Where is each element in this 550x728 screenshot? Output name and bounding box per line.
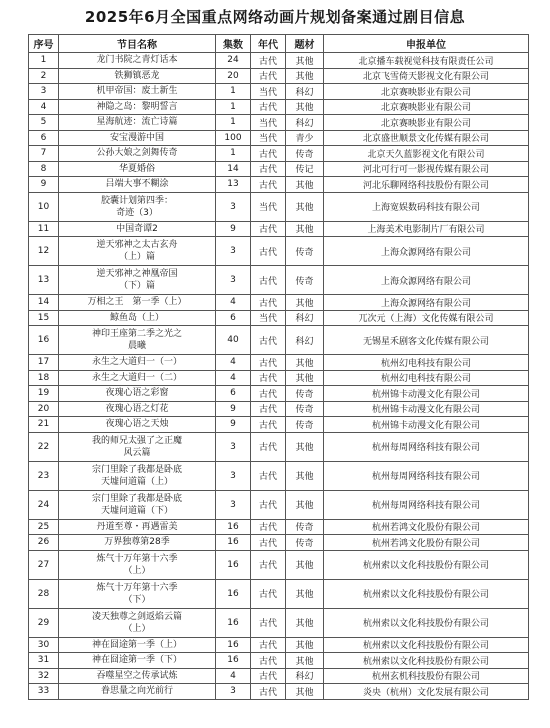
program-name-line: 炼气十万年第十六季 <box>96 553 178 564</box>
table-row <box>29 461 529 490</box>
cell-episodes: 9 <box>216 401 251 417</box>
cell-applicant: 上海众源网络有限公司 <box>324 237 529 266</box>
header-applicant: 申报单位 <box>324 35 529 53</box>
header-index: 序号 <box>29 35 59 53</box>
table-row <box>29 130 529 146</box>
cell-program-name <box>59 401 216 417</box>
cell-index: 5 <box>29 115 59 131</box>
cell-episodes: 1 <box>216 84 251 100</box>
cell-genre: 科幻 <box>286 310 324 326</box>
cell-era: 当代 <box>251 310 286 326</box>
cell-genre: 其他 <box>286 490 324 519</box>
cell-era: 古代 <box>251 177 286 193</box>
cell-program-name <box>59 417 216 433</box>
program-name-line: 夜瑰心语之灯花 <box>105 403 169 414</box>
cell-genre: 传奇 <box>286 237 324 266</box>
program-name-line: 天墟问道篇（上） <box>100 476 173 487</box>
cell-episodes: 40 <box>216 326 251 355</box>
cell-episodes: 24 <box>216 53 251 69</box>
program-name-line: 夜瑰心语之彩窗 <box>105 388 169 399</box>
program-name-line: 万相之王 第一季（上） <box>87 297 187 308</box>
cell-episodes: 16 <box>216 579 251 608</box>
cell-episodes: 16 <box>216 535 251 551</box>
cell-index: 21 <box>29 417 59 433</box>
cell-index: 2 <box>29 68 59 84</box>
table-row <box>29 579 529 608</box>
cell-genre: 其他 <box>286 608 324 637</box>
cell-index: 20 <box>29 401 59 417</box>
cell-episodes: 4 <box>216 668 251 684</box>
program-name-line: （上）篇 <box>118 252 155 262</box>
cell-genre: 传奇 <box>286 266 324 295</box>
cell-genre: 其他 <box>286 432 324 461</box>
cell-genre: 科幻 <box>286 668 324 684</box>
cell-index: 14 <box>29 295 59 311</box>
program-name-line: 夜瑰心语之天烛 <box>105 419 169 430</box>
cell-episodes: 16 <box>216 519 251 535</box>
cell-program-name <box>59 579 216 608</box>
cell-genre: 传奇 <box>286 519 324 535</box>
program-name-line: 华夏婚俗 <box>118 163 155 174</box>
cell-applicant: 杭州索以文化科技股份有限公司 <box>324 653 529 669</box>
cell-program-name <box>59 53 216 69</box>
program-name-line: 丹道至尊・再遇雷美 <box>96 521 178 532</box>
program-name-line: 炼气十万年第十六季 <box>96 582 178 593</box>
cell-genre: 其他 <box>286 68 324 84</box>
cell-genre: 其他 <box>286 53 324 69</box>
cell-episodes: 100 <box>216 130 251 146</box>
program-name-line: 吕端大事不糊涂 <box>105 179 169 190</box>
program-name-line: （上） <box>123 623 151 634</box>
program-name-line: 龙门书院之青灯话本 <box>96 55 178 66</box>
cell-genre: 其他 <box>286 684 324 700</box>
cell-index: 16 <box>29 326 59 355</box>
cell-index: 17 <box>29 355 59 371</box>
program-name-line: 胶囊计划第四季： <box>100 195 173 206</box>
program-name-line: 吞噬星空之传承试炼 <box>96 670 178 681</box>
cell-program-name <box>59 535 216 551</box>
cell-index: 6 <box>29 130 59 146</box>
cell-index: 11 <box>29 221 59 237</box>
table-row <box>29 355 529 371</box>
program-name-line: 神隐之岛：黎明誓言 <box>96 101 178 112</box>
cell-genre: 传奇 <box>286 535 324 551</box>
cell-genre: 传奇 <box>286 401 324 417</box>
cell-episodes: 16 <box>216 653 251 669</box>
cell-genre: 其他 <box>286 99 324 115</box>
program-name-line: 永生之大道归一（一） <box>91 357 182 368</box>
cell-applicant: 上海众源网络有限公司 <box>324 295 529 311</box>
cell-era: 古代 <box>251 146 286 162</box>
cell-program-name <box>59 684 216 700</box>
cell-program-name <box>59 370 216 386</box>
cell-applicant: 杭州每周网络科技有限公司 <box>324 432 529 461</box>
program-name-line: 机甲帝国：废土新生 <box>96 86 178 97</box>
table-row <box>29 490 529 519</box>
cell-genre: 其他 <box>286 550 324 579</box>
table-row <box>29 401 529 417</box>
cell-episodes: 6 <box>216 386 251 402</box>
cell-era: 古代 <box>251 461 286 490</box>
cell-applicant: 北京播车载视觉科技有限责任公司 <box>324 53 529 69</box>
cell-applicant: 杭州索以文化科技股份有限公司 <box>324 637 529 653</box>
cell-program-name <box>59 192 216 221</box>
cell-era: 当代 <box>251 192 286 221</box>
cell-index: 33 <box>29 684 59 700</box>
cell-genre: 传奇 <box>286 146 324 162</box>
table-row <box>29 295 529 311</box>
cell-era: 古代 <box>251 637 286 653</box>
table-row <box>29 84 529 100</box>
cell-index: 4 <box>29 99 59 115</box>
cell-episodes: 3 <box>216 192 251 221</box>
cell-index: 9 <box>29 177 59 193</box>
cell-index: 27 <box>29 550 59 579</box>
cell-index: 7 <box>29 146 59 162</box>
cell-applicant: 杭州若鸿文化股份有限公司 <box>324 535 529 551</box>
cell-genre: 其他 <box>286 653 324 669</box>
table-row <box>29 146 529 162</box>
cell-era: 古代 <box>251 386 286 402</box>
program-name-line: 鲸鱼岛（上） <box>109 312 164 323</box>
program-name-line: 晨曦 <box>127 341 146 351</box>
cell-genre: 青少 <box>286 130 324 146</box>
table-row <box>29 653 529 669</box>
table-row <box>29 637 529 653</box>
program-name-line: 公孙大娘之剑舞传奇 <box>96 148 178 159</box>
cell-applicant: 兀次元（上海）文化传媒有限公司 <box>324 310 529 326</box>
program-name-line: 神在囧途第一季（下） <box>91 655 182 666</box>
cell-era: 古代 <box>251 684 286 700</box>
cell-applicant: 炎央（杭州）文化发展有限公司 <box>324 684 529 700</box>
cell-era: 古代 <box>251 401 286 417</box>
cell-episodes: 3 <box>216 432 251 461</box>
table-row <box>29 99 529 115</box>
table-row <box>29 237 529 266</box>
table-row <box>29 221 529 237</box>
cell-index: 18 <box>29 370 59 386</box>
program-name-line: 我的师兄太强了之正魔 <box>91 435 182 446</box>
cell-program-name <box>59 130 216 146</box>
cell-era: 古代 <box>251 668 286 684</box>
cell-program-name <box>59 99 216 115</box>
cell-episodes: 9 <box>216 221 251 237</box>
cell-index: 26 <box>29 535 59 551</box>
program-name-line: 天墟问道篇（下） <box>100 505 173 516</box>
cell-era: 古代 <box>251 490 286 519</box>
cell-episodes: 1 <box>216 146 251 162</box>
cell-episodes: 3 <box>216 490 251 519</box>
cell-episodes: 16 <box>216 550 251 579</box>
cell-genre: 其他 <box>286 192 324 221</box>
cell-index: 24 <box>29 490 59 519</box>
cell-genre: 传记 <box>286 161 324 177</box>
cell-genre: 传奇 <box>286 386 324 402</box>
cell-program-name <box>59 221 216 237</box>
cell-program-name <box>59 386 216 402</box>
cell-era: 古代 <box>251 295 286 311</box>
cell-era: 当代 <box>251 84 286 100</box>
table-row <box>29 370 529 386</box>
cell-program-name <box>59 608 216 637</box>
cell-era: 古代 <box>251 221 286 237</box>
header-episodes: 集数 <box>216 35 251 53</box>
cell-applicant: 河北可行可一影视传媒有限公司 <box>324 161 529 177</box>
cell-program-name <box>59 326 216 355</box>
cell-episodes: 20 <box>216 68 251 84</box>
cell-episodes: 16 <box>216 608 251 637</box>
cell-index: 10 <box>29 192 59 221</box>
cell-program-name <box>59 461 216 490</box>
cell-index: 19 <box>29 386 59 402</box>
program-name-line: 逆天邪神之神凰帝国 <box>96 269 178 279</box>
program-name-line: （下） <box>123 594 151 605</box>
cell-era: 古代 <box>251 653 286 669</box>
cell-index: 25 <box>29 519 59 535</box>
cell-applicant: 上海美术电影制片厂有限公司 <box>324 221 529 237</box>
program-name-line: 永生之大道归一（二） <box>91 372 182 383</box>
cell-program-name <box>59 355 216 371</box>
cell-program-name <box>59 266 216 295</box>
program-table <box>28 34 529 700</box>
cell-genre: 其他 <box>286 221 324 237</box>
cell-index: 31 <box>29 653 59 669</box>
cell-program-name <box>59 637 216 653</box>
table-row <box>29 519 529 535</box>
cell-applicant: 杭州索以文化科技股份有限公司 <box>324 579 529 608</box>
table-row <box>29 432 529 461</box>
cell-episodes: 3 <box>216 266 251 295</box>
program-name-line: 铁狮镇恶龙 <box>114 70 160 81</box>
cell-genre: 其他 <box>286 370 324 386</box>
cell-genre: 其他 <box>286 579 324 608</box>
cell-genre: 科幻 <box>286 326 324 355</box>
program-name-line: 安宝漫游中国 <box>109 132 164 143</box>
cell-program-name <box>59 295 216 311</box>
cell-applicant: 杭州锦卡动漫文化有限公司 <box>324 417 529 433</box>
program-name-line: 星海航迹：流亡诗篇 <box>96 117 178 128</box>
cell-genre: 传奇 <box>286 417 324 433</box>
cell-era: 古代 <box>251 266 286 295</box>
cell-genre: 其他 <box>286 461 324 490</box>
cell-applicant: 杭州幻电科技有限公司 <box>324 370 529 386</box>
cell-program-name <box>59 84 216 100</box>
cell-applicant: 北京盛世顺景文化传媒有限公司 <box>324 130 529 146</box>
cell-era: 古代 <box>251 326 286 355</box>
cell-program-name <box>59 146 216 162</box>
cell-applicant: 无锡星禾剧客文化传媒有限公司 <box>324 326 529 355</box>
cell-era: 古代 <box>251 237 286 266</box>
cell-era: 古代 <box>251 417 286 433</box>
cell-program-name <box>59 161 216 177</box>
table-row <box>29 192 529 221</box>
cell-index: 23 <box>29 461 59 490</box>
cell-applicant: 杭州每周网络科技有限公司 <box>324 461 529 490</box>
cell-index: 32 <box>29 668 59 684</box>
cell-applicant: 河北乐聊网络科技股份有限公司 <box>324 177 529 193</box>
cell-program-name <box>59 115 216 131</box>
table-row <box>29 535 529 551</box>
table-row <box>29 266 529 295</box>
cell-episodes: 3 <box>216 684 251 700</box>
cell-program-name <box>59 490 216 519</box>
cell-era: 古代 <box>251 355 286 371</box>
cell-episodes: 4 <box>216 370 251 386</box>
cell-era: 当代 <box>251 130 286 146</box>
cell-applicant: 杭州锦卡动漫文化有限公司 <box>324 386 529 402</box>
cell-index: 8 <box>29 161 59 177</box>
cell-index: 22 <box>29 432 59 461</box>
cell-program-name <box>59 310 216 326</box>
header-program-name: 节目名称 <box>59 35 216 53</box>
cell-genre: 科幻 <box>286 115 324 131</box>
cell-era: 古代 <box>251 579 286 608</box>
program-name-line: （下）篇 <box>118 281 155 291</box>
cell-applicant: 北京赛映影业有限公司 <box>324 84 529 100</box>
header-era: 年代 <box>251 35 286 53</box>
table-row <box>29 608 529 637</box>
cell-applicant: 上海宽娱数码科技有限公司 <box>324 192 529 221</box>
cell-genre: 其他 <box>286 295 324 311</box>
cell-applicant: 杭州索以文化科技股份有限公司 <box>324 608 529 637</box>
program-name-line: 神印王座第二季之光之 <box>91 329 182 339</box>
program-name-line: 宗门里除了我都是卧底 <box>91 464 182 475</box>
table-row <box>29 310 529 326</box>
cell-episodes: 1 <box>216 99 251 115</box>
program-name-line: 中国奇谭2 <box>116 223 158 234</box>
table-row <box>29 386 529 402</box>
program-name-line: 万界独尊第28季 <box>104 537 170 548</box>
cell-index: 30 <box>29 637 59 653</box>
cell-era: 古代 <box>251 99 286 115</box>
cell-era: 古代 <box>251 68 286 84</box>
cell-index: 12 <box>29 237 59 266</box>
cell-index: 3 <box>29 84 59 100</box>
cell-program-name <box>59 68 216 84</box>
cell-episodes: 3 <box>216 237 251 266</box>
cell-genre: 其他 <box>286 637 324 653</box>
cell-episodes: 16 <box>216 637 251 653</box>
table-row <box>29 177 529 193</box>
cell-applicant: 杭州若鸿文化股份有限公司 <box>324 519 529 535</box>
table-header-row <box>29 35 529 53</box>
cell-index: 29 <box>29 608 59 637</box>
cell-genre: 其他 <box>286 177 324 193</box>
cell-episodes: 1 <box>216 115 251 131</box>
document-title: 2025年6月全国重点网络动画片规划备案通过剧目信息 <box>84 8 466 26</box>
cell-era: 古代 <box>251 535 286 551</box>
cell-era: 古代 <box>251 161 286 177</box>
cell-program-name <box>59 653 216 669</box>
cell-program-name <box>59 177 216 193</box>
cell-era: 古代 <box>251 550 286 579</box>
cell-episodes: 14 <box>216 161 251 177</box>
cell-program-name <box>59 519 216 535</box>
cell-applicant: 杭州玄机科技股份有限公司 <box>324 668 529 684</box>
cell-index: 28 <box>29 579 59 608</box>
cell-index: 13 <box>29 266 59 295</box>
cell-applicant: 北京飞雪倚天影视文化有限公司 <box>324 68 529 84</box>
cell-era: 当代 <box>251 115 286 131</box>
table-row <box>29 53 529 69</box>
table-body <box>29 53 529 700</box>
cell-applicant: 北京赛映影业有限公司 <box>324 115 529 131</box>
cell-era: 古代 <box>251 608 286 637</box>
cell-program-name <box>59 237 216 266</box>
cell-applicant: 杭州每周网络科技有限公司 <box>324 490 529 519</box>
cell-episodes: 6 <box>216 310 251 326</box>
cell-program-name <box>59 432 216 461</box>
program-name-line: （上） <box>123 565 151 576</box>
program-name-line: 逆天邪神之太古玄舟 <box>96 240 178 250</box>
table-row <box>29 417 529 433</box>
cell-applicant: 北京赛映影业有限公司 <box>324 99 529 115</box>
cell-era: 古代 <box>251 53 286 69</box>
cell-applicant: 杭州索以文化科技股份有限公司 <box>324 550 529 579</box>
cell-program-name <box>59 668 216 684</box>
cell-genre: 其他 <box>286 355 324 371</box>
table-row <box>29 115 529 131</box>
program-name-line: 奇迹（3） <box>116 207 158 218</box>
cell-episodes: 3 <box>216 461 251 490</box>
program-name-line: 风云篇 <box>123 447 151 458</box>
table-row <box>29 68 529 84</box>
cell-index: 1 <box>29 53 59 69</box>
program-name-line: 神在囧途第一季（上） <box>91 639 182 650</box>
cell-program-name <box>59 550 216 579</box>
cell-episodes: 13 <box>216 177 251 193</box>
cell-applicant: 北京天久蓝影视文化有限公司 <box>324 146 529 162</box>
cell-episodes: 4 <box>216 355 251 371</box>
cell-applicant: 杭州锦卡动漫文化有限公司 <box>324 401 529 417</box>
cell-applicant: 上海众源网络有限公司 <box>324 266 529 295</box>
cell-era: 古代 <box>251 432 286 461</box>
header-genre: 题材 <box>286 35 324 53</box>
cell-index: 15 <box>29 310 59 326</box>
table-row <box>29 684 529 700</box>
cell-genre: 科幻 <box>286 84 324 100</box>
cell-episodes: 9 <box>216 417 251 433</box>
cell-applicant: 杭州幻电科技有限公司 <box>324 355 529 371</box>
program-name-line: 宗门里除了我都是卧底 <box>91 493 182 504</box>
table-row <box>29 326 529 355</box>
cell-era: 古代 <box>251 519 286 535</box>
table-row <box>29 161 529 177</box>
cell-episodes: 4 <box>216 295 251 311</box>
program-name-line: 眷思量之向光前行 <box>100 686 173 697</box>
cell-era: 古代 <box>251 370 286 386</box>
program-name-line: 凌天独尊之剑返焰云篇 <box>91 611 182 622</box>
table-row <box>29 668 529 684</box>
table-row <box>29 550 529 579</box>
